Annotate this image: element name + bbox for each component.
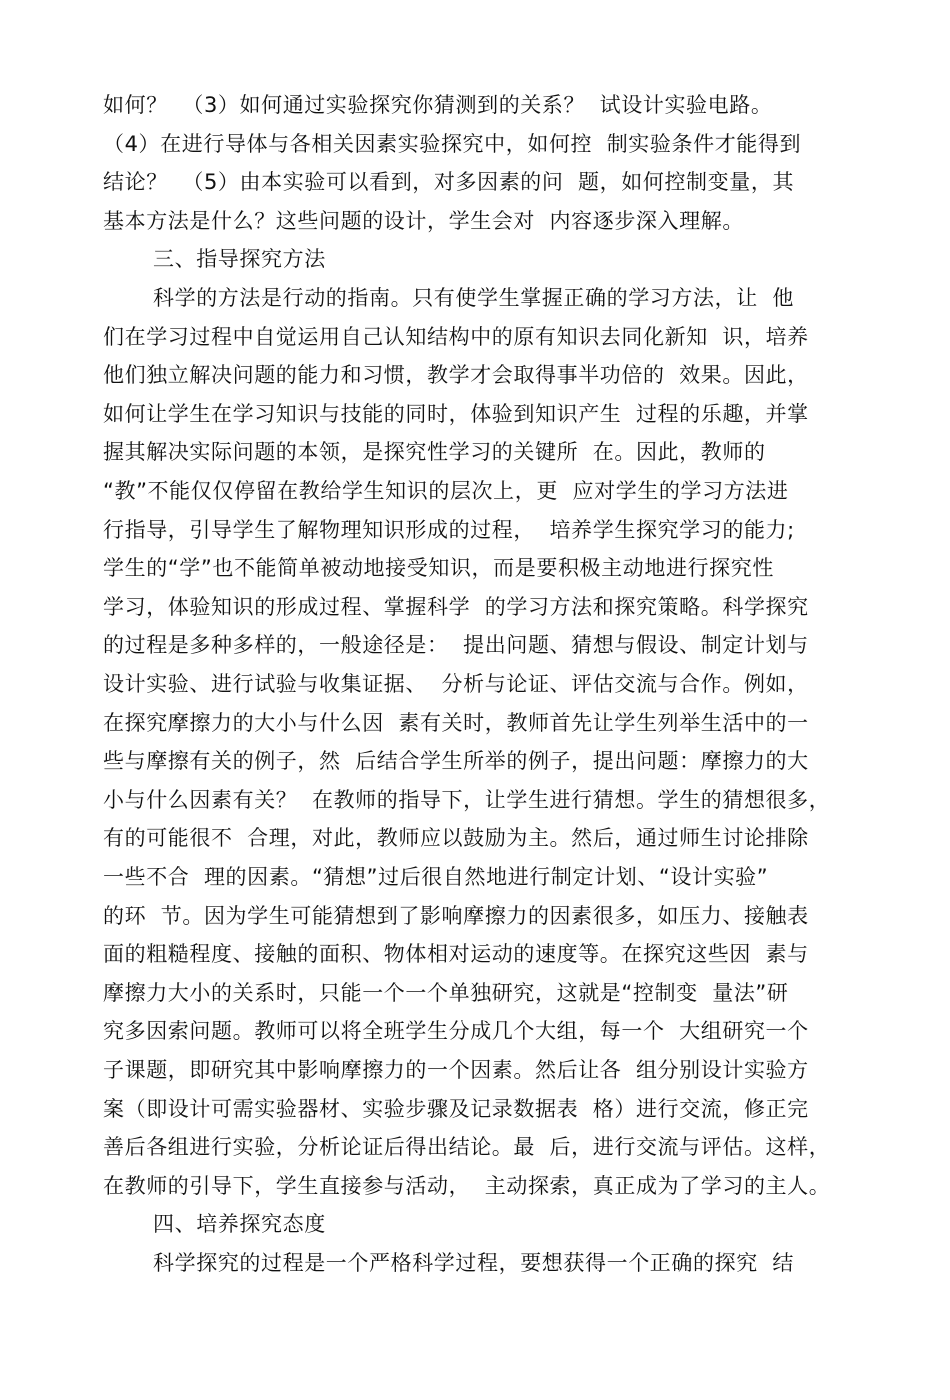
text-line: （4）在进行导体与各相关因素实验探究中，如何控 制实验条件才能得到 (103, 131, 802, 156)
text-line: 在探究摩擦力的大小与什么因 素有关时，教师首先让学生列举生活中的一 (103, 710, 809, 735)
text-line: 他们独立解决问题的能力和习惯，教学才会取得事半功倍的 效果。因此， (103, 363, 809, 388)
text-line: 在教师的引导下，学生直接参与活动， 主动探索，真正成为了学习的主人。 (103, 1173, 831, 1198)
indented-text-line: 科学探究的过程是一个严格科学过程，要想获得一个正确的探究 结 (153, 1251, 794, 1275)
text-line: 子课题，即研究其中影响摩擦力的一个因素。然后让各 组分别设计实验方 (103, 1058, 809, 1082)
text-line: 学习，体验知识的形成过程、掌握科学 的学习方法和探究策略。科学探究 (103, 594, 809, 619)
text-line: 行指导，引导学生了解物理知识形成的过程， 培养学生探究学习的能力; (103, 517, 795, 542)
text-line: 一些不合 理的因素。“猜想”过后很自然地进行制定计划、“设计实验” (103, 865, 769, 889)
text-line: 的过程是多种多样的，一般途径是： 提出问题、猜想与假设、制定计划与 (103, 633, 809, 658)
text-line: 的环 节。因为学生可能猜想到了影响摩擦力的因素很多，如压力、接触表 (103, 903, 809, 928)
text-line: 们在学习过程中自觉运用自己认知结构中的原有知识去同化新知 识，培养 (103, 324, 809, 349)
text-line: 些与摩擦有关的例子，然 后结合学生所举的例子，提出问题：摩擦力的大 (103, 749, 809, 774)
text-line: 结论？ （5）由本实验可以看到，对多因素的问 题，如何控制变量，其 (103, 170, 795, 195)
text-line: 究多因索问题。教师可以将全班学生分成几个大组，每一个 大组研究一个 (103, 1019, 809, 1044)
text-line: 设计实验、进行试验与收集证据、 分析与论证、评估交流与合作。例如， (103, 672, 809, 696)
text-line: 如何让学生在学习知识与技能的同时，体验到知识产生 过程的乐趣，并掌 (103, 401, 809, 426)
text-line: 握其解决实际问题的本领，是探究性学习的关键所 在。因此，教师的 (103, 440, 766, 465)
indented-text-line: 三、指导探究方法 (153, 247, 326, 272)
text-line: “教”不能仅仅停留在教给学生知识的层次上，更 应对学生的学习方法进 (103, 479, 789, 503)
text-line: 学生的“学”也不能简单被动地接受知识，而是要积极主动地进行探究性 (103, 556, 774, 581)
text-line: 有的可能很不 合理，对此，教师应以鼓励为主。然后，通过师生讨论排除 (103, 826, 809, 851)
indented-text-line: 四、培养探究态度 (153, 1212, 326, 1237)
text-line: 案（即设计可需实验器材、实验步骤及记录数据表 格）进行交流，修正完 (103, 1096, 809, 1121)
text-line: 如何？ （3）如何通过实验探究你猜测到的关系？ 试设计实验电路。 (103, 93, 773, 117)
indented-text-line: 科学的方法是行动的指南。只有使学生掌握正确的学习方法，让 他 (153, 286, 794, 310)
text-line: 基本方法是什么？这些问题的设计，学生会对 内容逐步深入理解。 (103, 208, 744, 233)
text-line: 善后各组进行实验，分析论证后得出结论。最 后，进行交流与评估。这样， (103, 1135, 831, 1160)
text-line: 摩擦力大小的关系时，只能一个一个单独研究，这就是“控制变 量法”研 (103, 980, 789, 1005)
text-line: 小与什么因素有关？ 在教师的指导下，让学生进行猜想。学生的猜想很多， (103, 787, 831, 812)
text-line: 面的粗糙程度、接触的面积、物体相对运动的速度等。在探究这些因 素与 (103, 942, 809, 967)
